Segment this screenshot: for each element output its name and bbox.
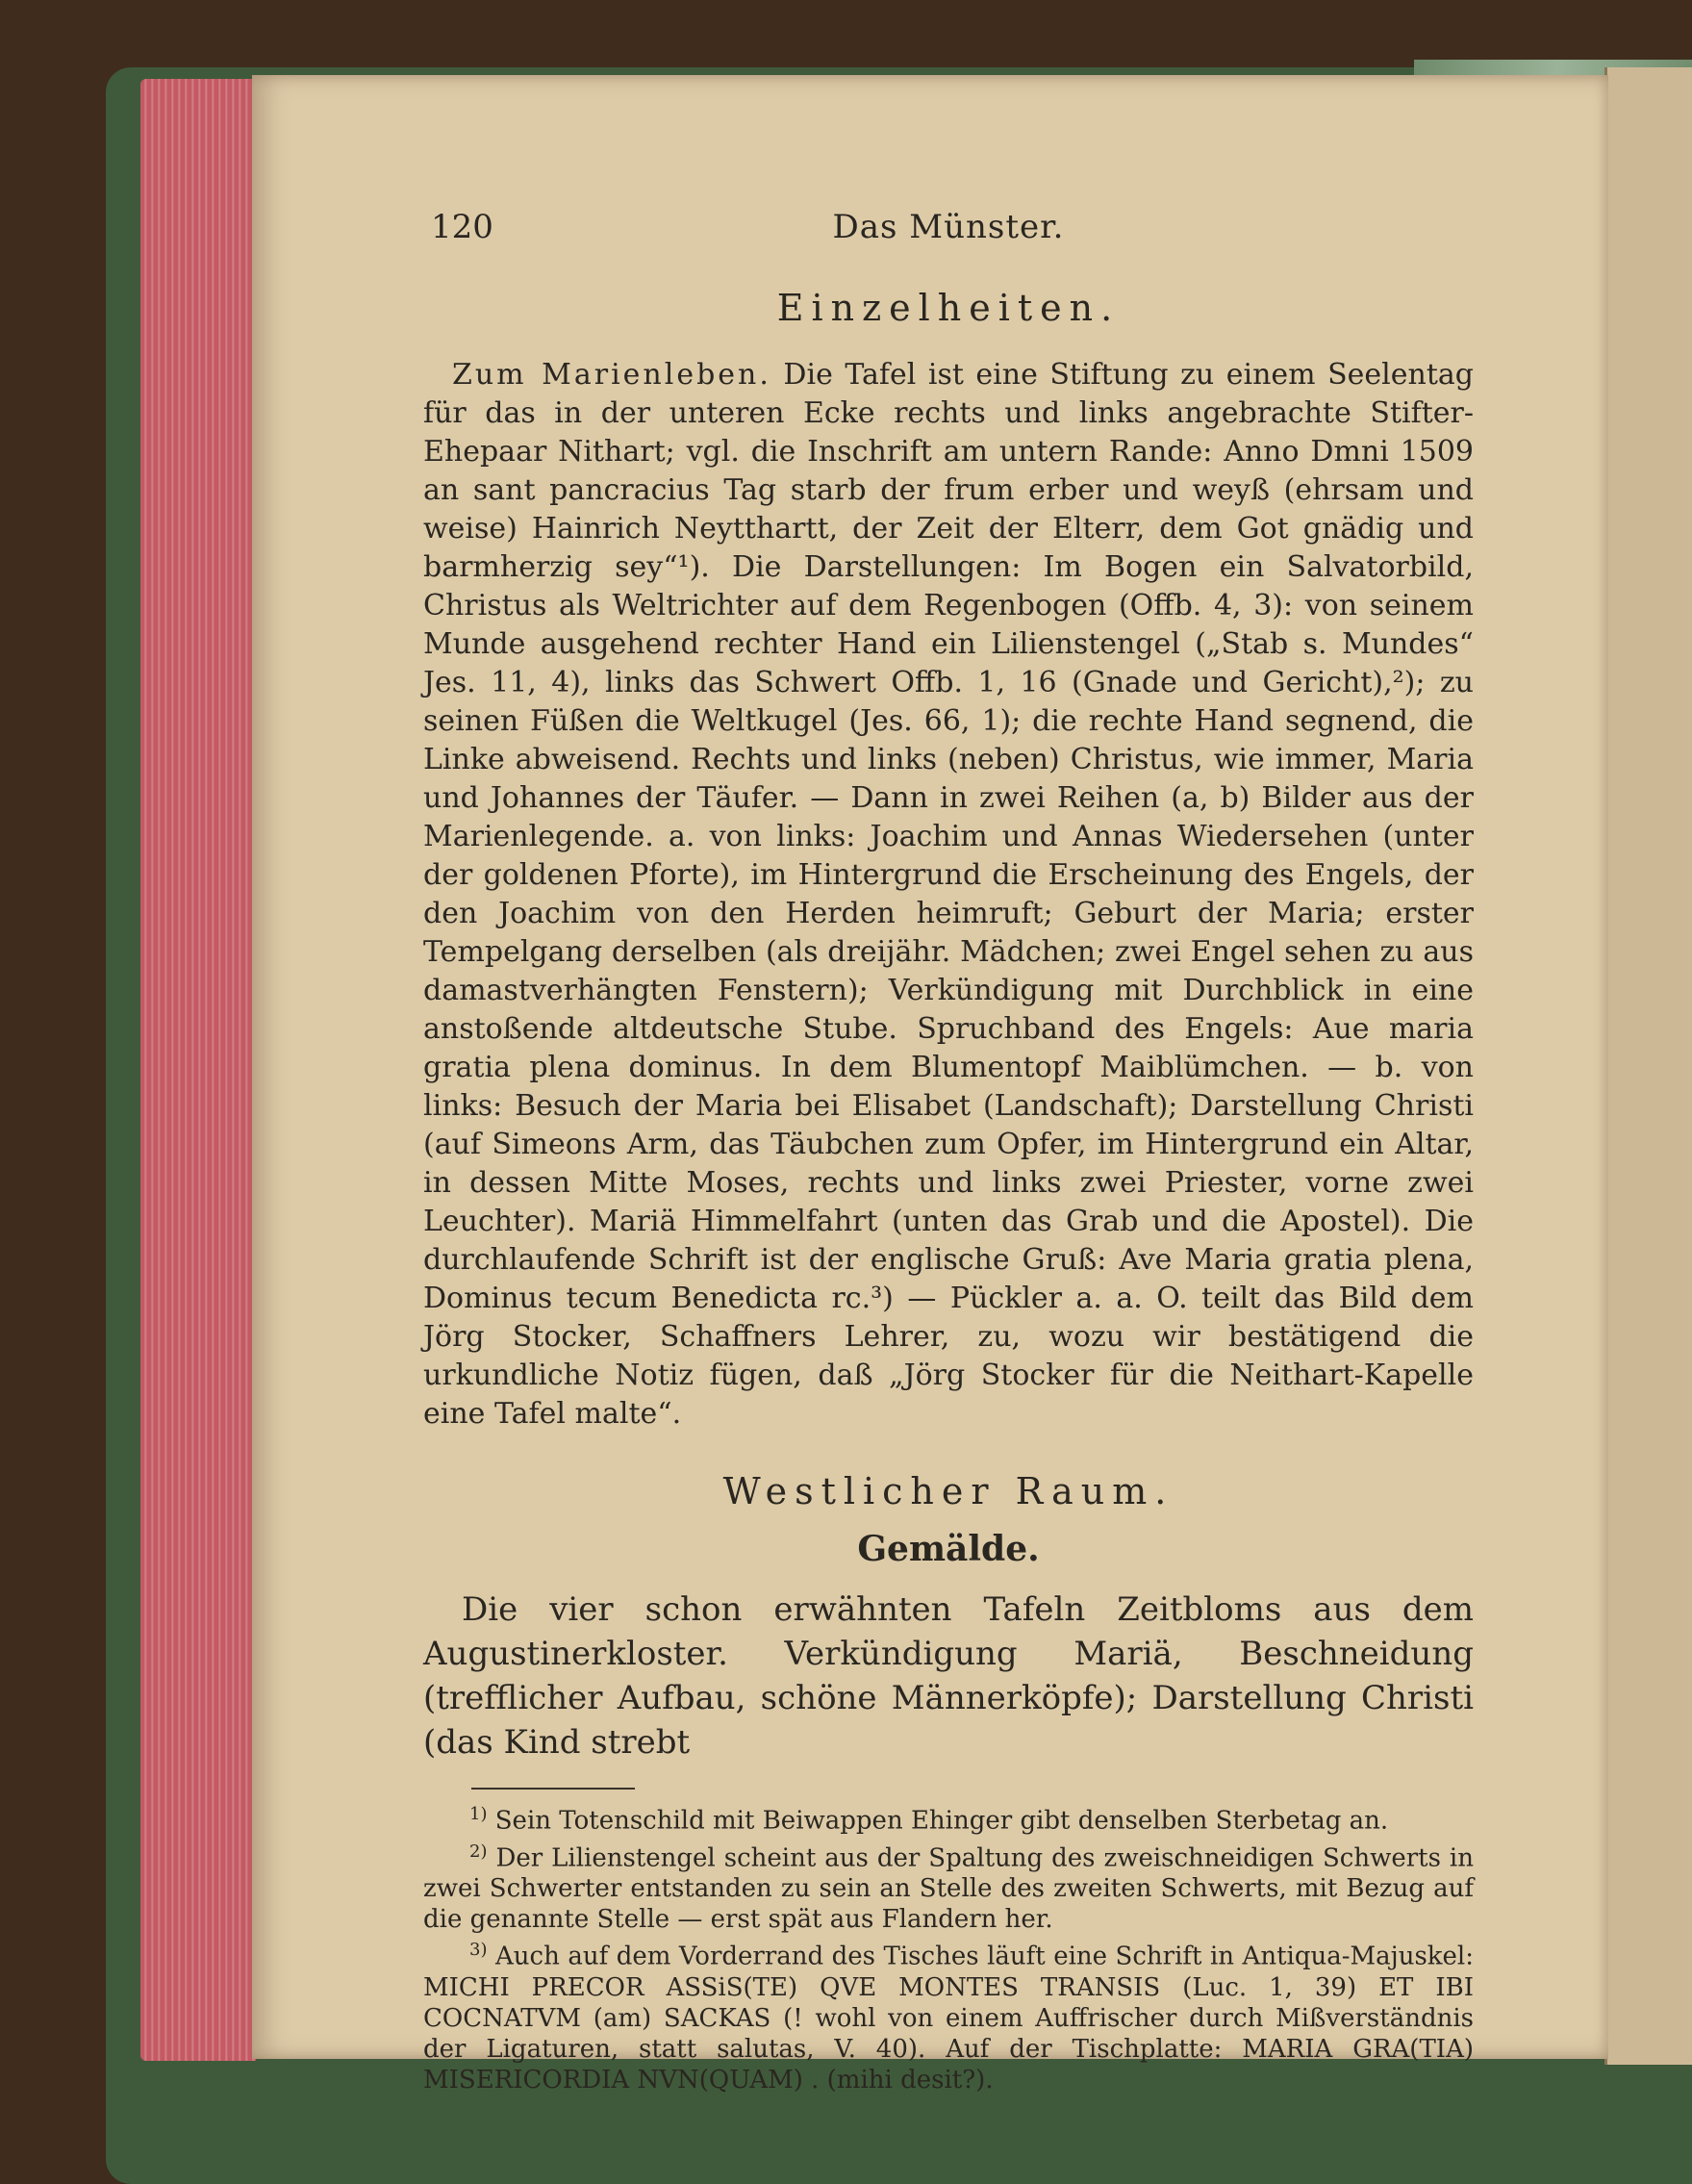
footnote-text: Auch auf dem Vorderrand des Tisches läuft eine Schrift in Antiqua-Majuskel: MICHI PRECOR ASSiS(TE) QVE MONTES TRANSIS (Luc. 1, 39) ET IBI COCNATVM (am) SACKAS (! wohl von einem Auffrischer durch Mißverständnis der Ligaturen, statt salutas, V. 40). Auf der Tischplatte: MARIA GRA(TIA) MISERICORDIA NVN(QUAM) . (mihi desit?). — [423, 1942, 1474, 2095]
paragraph-marienleben — [423, 356, 1474, 1434]
paragraph-lead: Zum Marienleben. — [452, 358, 771, 392]
footnote-text: Der Lilienstengel scheint aus der Spaltung des zweischneidigen Schwerts in zwei Schwerter entstanden zu sein an Stelle des zweiten Schwerts, mit Bezug auf die genannte Stelle — erst spät aus Flandern her. — [423, 1843, 1474, 1935]
page-number: 120 — [431, 208, 493, 246]
section-title: Einzelheiten. — [776, 287, 1121, 329]
book-page — [252, 75, 1608, 2095]
text-block — [423, 208, 1474, 2095]
footnote-mark: 2) — [469, 1841, 488, 1862]
footnote-text: Sein Totenschild mit Beiwappen Ehinger gibt denselben Sterbetag an. — [494, 1806, 1389, 1836]
facing-page-edge — [1604, 67, 1692, 2065]
footnote-mark: 1) — [469, 1804, 488, 1824]
paragraph-body: Die Tafel ist eine Stiftung zu einem Seelentag für das in der unteren Ecke rechts und links angebrachte Stifter-Ehepaar Nithart; vgl. die Inschrift am untern Rande: Anno Dmni 1509 an sant pancracius Tag starb der frum erber und weyß (ehrsam und weise) Hainrich Neytthartt, der Zeit der Elterr, dem Got gnädig und barmherzig sey“¹). Die Darstellungen: Im Bogen ein Salvatorbild, Christus als Weltrichter auf dem Regenbogen (Offb. 4, 3): von seinem Munde ausgehend rechter Hand ein Lilienstengel („Stab s. Mundes“ Jes. 11, 4), links das Schwert Offb. 1, 16 (Gnade und Gericht),²); zu seinen Füßen die Weltkugel (Jes. 66, 1); die rechte Hand segnend, die Linke abweisend. Rechts und links (neben) Christus, wie immer, Maria und Johannes der Täufer. — Dann in zwei Reihen (a, b) Bilder aus der Marienlegende. a. von links: Joachim und Annas Wiedersehen (unter der goldenen Pforte), im Hintergrund die Erscheinung des Engels, der den Joachim von den Herden heimruft; Geburt der Maria; erster Tempelgang derselben (als dreijähr. Mädchen; zwei Engel sehen zu aus damastverhängten Fenstern); Verkündigung mit Durchblick in eine anstoßende altdeutsche Stube. Spruchband des Engels: Aue maria gratia plena dominus. In dem Blumentopf Maiblümchen. — b. von links: Besuch der Maria bei Elisabet (Landschaft); Darstellung Christi (auf Simeons Arm, das Täubchen zum Opfer, im Hintergrund ein Altar, in dessen Mitte Moses, rechts und links zwei Priester, vorne zwei Leuchter). Mariä Himmelfahrt (unten das Grab und die Apostel). Die durchlaufende Schrift ist der englische Gruß: Ave Maria gratia plena, Dominus tecum Benedicta rc.³) — Pückler a. a. O. teilt das Bild dem Jörg Stocker, Schaffners Lehrer, zu, wozu wir bestätigend die urkundliche Notiz fügen, daß „Jörg Stocker für die Neithart-Kapelle eine Tafel malte“. — [423, 358, 1474, 1431]
running-title: Das Münster. — [832, 208, 1065, 246]
running-head — [423, 208, 1474, 266]
paragraph-gemaelde: Die vier schon erwähnten Tafeln Zeitbloms aus dem Augustinerkloster. Verkündigung Mariä, Beschneidung (trefflicher Aufbau, schöne Männerköpfe); Darstellung Christi (das Kind strebt — [423, 1590, 1474, 1762]
footnote — [423, 1837, 1474, 1936]
footnote-mark: 3) — [469, 1940, 488, 1961]
bold-heading: Gemälde. — [857, 1529, 1040, 1569]
subsection-title: Westlicher Raum. — [722, 1470, 1174, 1512]
page-block-edge — [140, 79, 256, 2061]
footnote-rule — [471, 1788, 635, 1790]
footnote — [423, 1799, 1474, 1837]
footnote — [423, 1935, 1474, 2095]
